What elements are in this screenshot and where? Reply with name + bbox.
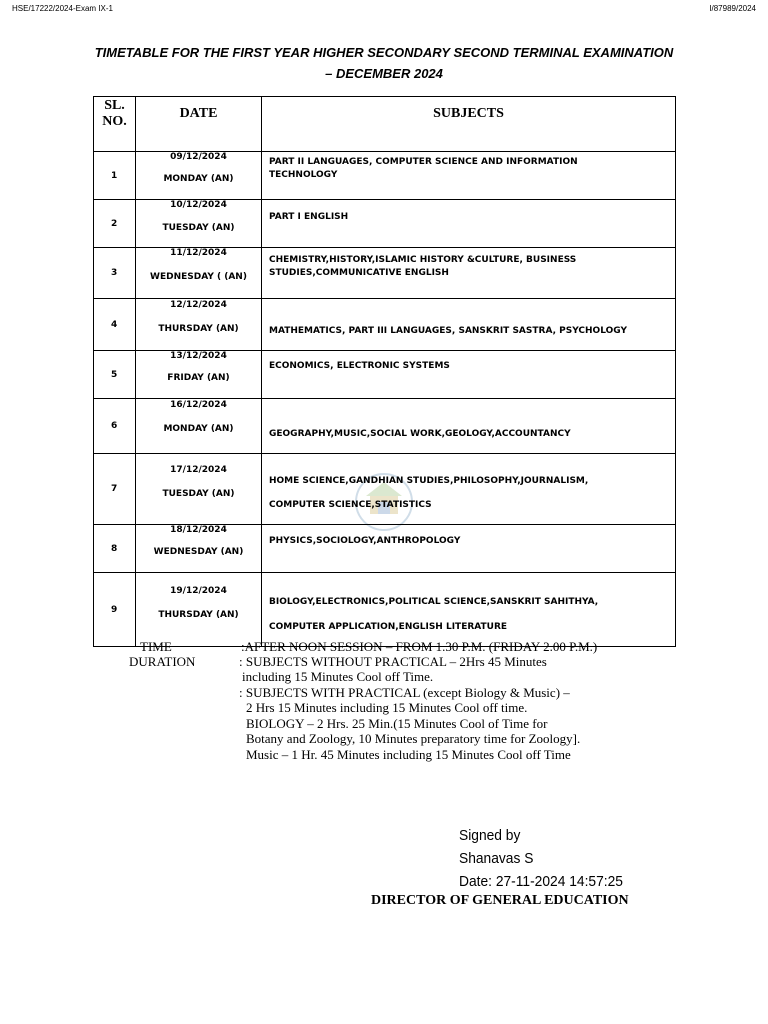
title-line-1: TIMETABLE FOR THE FIRST YEAR HIGHER SECONDARY SECOND TERMINAL EXAMINATION (94, 45, 674, 60)
subjects-cell (262, 399, 676, 454)
col-header-subjects: SUBJECTS (262, 97, 676, 152)
date-cell (136, 152, 262, 200)
subjects-cell (262, 525, 676, 573)
subjects-text-2: COMPUTER SCIENCE,STATISTICS (269, 500, 432, 510)
col-header-sl-no: SL. NO. (94, 97, 136, 152)
duration-line-5: BIOLOGY – 2 Hrs. 25 Min.(15 Minutes Cool of Time for (246, 716, 548, 731)
table-row (94, 351, 676, 399)
date-cell (136, 351, 262, 399)
date-cell (136, 573, 262, 647)
exam-date: 19/12/2024 (170, 586, 227, 596)
exam-day: THURSDAY (AN) (158, 610, 239, 620)
sl-no-cell: 5 (94, 351, 136, 399)
exam-date: 12/12/2024 (170, 300, 227, 310)
sl-no-cell: 4 (94, 299, 136, 351)
timetable-header-row (94, 97, 676, 152)
exam-day: TUESDAY (AN) (162, 223, 235, 233)
table-row (94, 248, 676, 299)
sl-no-cell: 6 (94, 399, 136, 454)
duration-label: DURATION (129, 654, 196, 669)
exam-day: WEDNESDAY ( (AN) (150, 272, 247, 282)
subjects-cell (262, 299, 676, 351)
duration-line-1: : SUBJECTS WITHOUT PRACTICAL – 2Hrs 45 Minutes (239, 654, 547, 669)
duration-line-2: including 15 Minutes Cool off Time. (242, 669, 434, 684)
table-row (94, 200, 676, 248)
subjects-text: ECONOMICS, ELECTRONIC SYSTEMS (269, 361, 450, 371)
exam-date: 09/12/2024 (170, 152, 227, 162)
exam-date: 10/12/2024 (170, 200, 227, 210)
timetable (93, 96, 676, 647)
subjects-text: PHYSICS,SOCIOLOGY,ANTHROPOLOGY (269, 536, 461, 546)
date-cell (136, 299, 262, 351)
subjects-text: PART I ENGLISH (269, 212, 349, 222)
subjects-cell (262, 152, 676, 200)
exam-date: 18/12/2024 (170, 525, 227, 535)
table-row (94, 152, 676, 200)
col-header-date: DATE (136, 97, 262, 152)
subjects-text: PART II LANGUAGES, COMPUTER SCIENCE AND INFORMATION TECHNOLOGY (269, 157, 578, 180)
subjects-text-2: MATHEMATICS, PART III LANGUAGES, SANSKRIT SASTRA, PSYCHOLOGY (269, 326, 627, 336)
time-label: TIME (140, 639, 172, 654)
subjects-text: BIOLOGY,ELECTRONICS,POLITICAL SCIENCE,SANSKRIT SAHITHYA, (269, 597, 599, 607)
table-row (94, 573, 676, 647)
date-cell (136, 525, 262, 573)
file-number: HSE/17222/2024-Exam IX-1 (12, 4, 113, 13)
exam-date: 17/12/2024 (170, 465, 227, 475)
duration-line-6: Botany and Zoology, 10 Minutes preparatory time for Zoology]. (246, 731, 581, 746)
signed-by-label: Signed by (459, 827, 521, 844)
exam-day: WEDNESDAY (AN) (153, 547, 244, 557)
subjects-cell (262, 200, 676, 248)
exam-date: 13/12/2024 (170, 351, 227, 361)
duration-line-3: : SUBJECTS WITH PRACTICAL (except Biology & Music) – (239, 685, 570, 700)
reference-number: I/87989/2024 (709, 4, 756, 13)
subjects-text: HOME SCIENCE,GANDHIAN STUDIES,PHILOSOPHY,JOURNALISM, (269, 476, 589, 486)
signature-date: Date: 27-11-2024 14:57:25 (459, 873, 623, 890)
duration-line-4: 2 Hrs 15 Minutes including 15 Minutes Cool off time. (246, 700, 528, 715)
sl-no-cell: 7 (94, 454, 136, 525)
table-row (94, 525, 676, 573)
subjects-cell (262, 454, 676, 525)
sl-no-cell: 9 (94, 573, 136, 647)
title-line-2: – DECEMBER 2024 (325, 66, 443, 81)
exam-day: MONDAY (AN) (163, 424, 234, 434)
time-value: :AFTER NOON SESSION – FROM 1.30 P.M. (FRIDAY 2.00 P.M.) (241, 639, 598, 654)
exam-date: 11/12/2024 (170, 248, 227, 258)
date-cell (136, 200, 262, 248)
subjects-text-2: COMPUTER APPLICATION,ENGLISH LITERATURE (269, 622, 508, 632)
subjects-cell (262, 573, 676, 647)
date-cell (136, 248, 262, 299)
exam-day: TUESDAY (AN) (162, 489, 235, 499)
date-cell (136, 454, 262, 525)
sl-no-cell: 1 (94, 152, 136, 200)
subjects-text: CHEMISTRY,HISTORY,ISLAMIC HISTORY &CULTURE, BUSINESS STUDIES,COMMUNICATIVE ENGLISH (269, 255, 577, 278)
signatory-designation: DIRECTOR OF GENERAL EDUCATION (371, 893, 629, 908)
exam-date: 16/12/2024 (170, 400, 227, 410)
sl-no-cell: 8 (94, 525, 136, 573)
subjects-text-2: GEOGRAPHY,MUSIC,SOCIAL WORK,GEOLOGY,ACCOUNTANCY (269, 429, 571, 439)
subjects-cell (262, 248, 676, 299)
exam-day: MONDAY (AN) (163, 174, 234, 184)
signatory-name: Shanavas S (459, 850, 534, 867)
duration-line-7: Music – 1 Hr. 45 Minutes including 15 Minutes Cool off Time (246, 747, 571, 762)
page-title (80, 42, 688, 84)
table-row (94, 399, 676, 454)
table-row (94, 299, 676, 351)
subjects-cell (262, 351, 676, 399)
date-cell (136, 399, 262, 454)
exam-day: FRIDAY (AN) (167, 373, 230, 383)
table-row (94, 454, 676, 525)
exam-day: THURSDAY (AN) (158, 324, 239, 334)
sl-no-cell: 3 (94, 248, 136, 299)
sl-no-cell: 2 (94, 200, 136, 248)
